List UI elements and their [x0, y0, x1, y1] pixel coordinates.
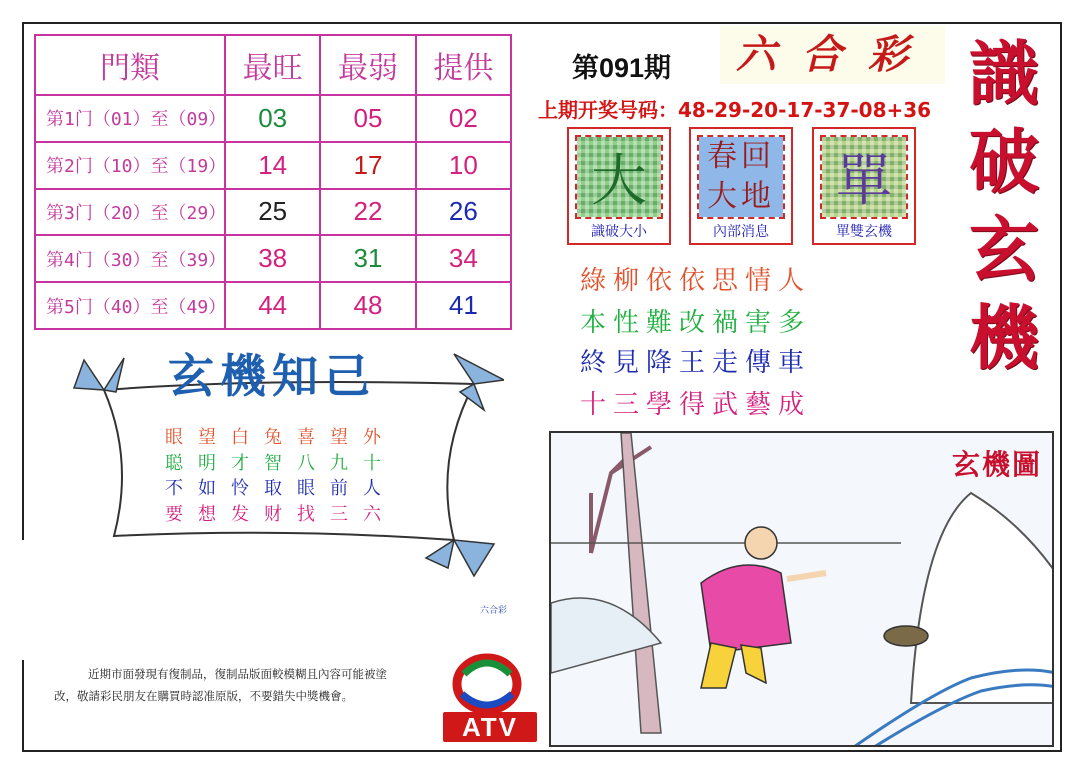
- notice-line: 改，敬請彩民朋友在購買時認准原版，不要錯失中獎機會。: [54, 689, 353, 703]
- clue-poem: [699, 137, 783, 217]
- weakest-cell: 17: [320, 142, 415, 189]
- clue-poem-line: 大地: [707, 179, 775, 214]
- vertical-title: [954, 30, 1054, 382]
- verse-line: 綠柳依依思情人: [580, 266, 812, 296]
- table-row: [35, 189, 511, 236]
- weakest-cell: 22: [320, 189, 415, 236]
- gate-table: [34, 34, 512, 330]
- strongest-cell: 38: [225, 235, 320, 282]
- gate-name-cell: 第5门（40）至（49）: [35, 282, 225, 329]
- clue-box-odd-even: [812, 127, 916, 245]
- clue-box-size: [567, 127, 671, 245]
- offer-cell: 34: [416, 235, 511, 282]
- table-header-row: [35, 35, 511, 95]
- strongest-cell: 03: [225, 95, 320, 142]
- clue-box-inside-news: [689, 127, 793, 245]
- strongest-cell: 25: [225, 189, 320, 236]
- verse-line: 本性難改禍害多: [580, 308, 812, 338]
- clue-label: 內部消息: [713, 224, 769, 240]
- column-header: 門類: [35, 35, 225, 95]
- gate-name-cell: 第4门（30）至（39）: [35, 235, 225, 282]
- knowledge-row: 眼望白兔喜望外: [165, 427, 396, 448]
- clue-poem-line: 春回: [707, 139, 775, 174]
- notice-line: 近期市面發現有復制品，復制品版面較模糊且內容可能被塗: [88, 667, 387, 681]
- mosaic-glyph: 單: [822, 137, 906, 217]
- weakest-cell: 48: [320, 282, 415, 329]
- strongest-cell: 44: [225, 282, 320, 329]
- knowledge-row: 要想发财找三六: [165, 504, 396, 525]
- title-char: 機: [969, 296, 1039, 379]
- copyright-notice: [54, 663, 434, 707]
- mosaic-glyph: 大: [577, 137, 661, 217]
- title-char: 玄: [969, 208, 1039, 291]
- column-header: 最旺: [225, 35, 320, 95]
- strongest-cell: 14: [225, 142, 320, 189]
- weakest-cell: 05: [320, 95, 415, 142]
- table-row: [35, 142, 511, 189]
- gate-name-cell: 第3门（20）至（29）: [35, 189, 225, 236]
- clue-label: 識破大小: [591, 224, 647, 240]
- gate-name-cell: 第1门（01）至（09）: [35, 95, 225, 142]
- gate-name-cell: 第2门（10）至（19）: [35, 142, 225, 189]
- clue-label: 單雙玄機: [836, 224, 892, 240]
- atv-wordmark: ATV: [443, 712, 537, 742]
- puzzle-label: 玄機圖: [951, 448, 1042, 481]
- title-char: 破: [969, 120, 1039, 203]
- issue-number: 第091期: [572, 53, 672, 83]
- table-row: [35, 282, 511, 329]
- offer-cell: 41: [416, 282, 511, 329]
- weakest-cell: 31: [320, 235, 415, 282]
- lottery-brand: 六合彩: [720, 26, 945, 84]
- offer-cell: 02: [416, 95, 511, 142]
- verse-line: 十三學得武藝成: [580, 390, 812, 420]
- column-header: 最弱: [320, 35, 415, 95]
- knowledge-row: 聪明才智八九十: [165, 453, 396, 474]
- puzzle-picture: [549, 431, 1054, 747]
- column-header: 提供: [416, 35, 511, 95]
- table-row: [35, 95, 511, 142]
- offer-cell: 10: [416, 142, 511, 189]
- table-row: [35, 235, 511, 282]
- blank-area: [0, 540, 200, 660]
- offer-cell: 26: [416, 189, 511, 236]
- knowledge-title: 玄機知己: [168, 349, 376, 403]
- knowledge-row: 不如怜取眼前人: [165, 478, 396, 499]
- title-char: 識: [969, 32, 1039, 115]
- lottery-small-logo: 六合彩: [480, 606, 508, 616]
- last-draw-numbers: 上期开奖号码：48-29-20-17-37-08+36: [538, 98, 932, 122]
- verse-line: 終見降王走傳車: [580, 348, 812, 378]
